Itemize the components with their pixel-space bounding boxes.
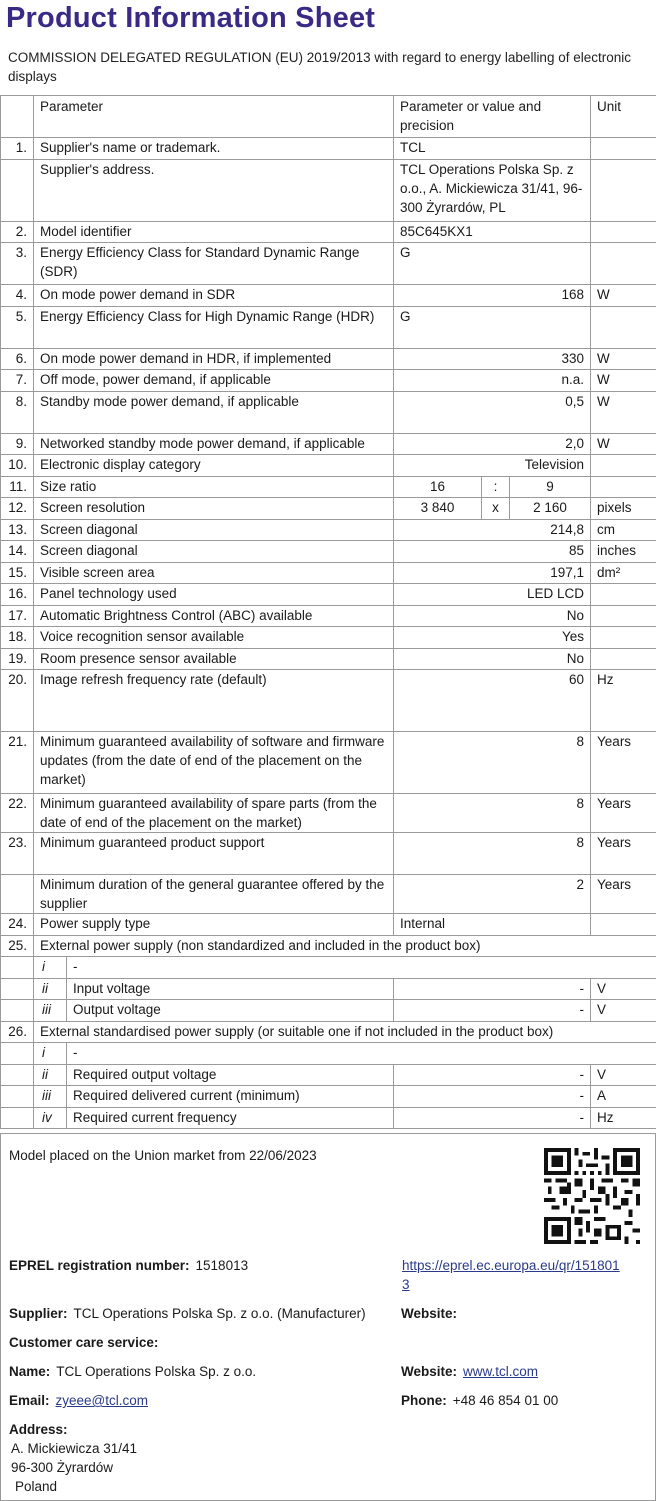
- parameter-text: Size ratio: [34, 476, 394, 498]
- parameter-text: Room presence sensor available: [34, 648, 394, 670]
- value-text: G: [394, 243, 591, 285]
- qr-code-icon: [544, 1148, 640, 1244]
- parameter-text: Screen diagonal: [34, 541, 394, 563]
- row-number: [1, 957, 34, 979]
- row-number: 18.: [1, 627, 34, 649]
- row-number: 3.: [1, 243, 34, 285]
- table-row: [1, 1000, 656, 1022]
- unit-text: W: [591, 348, 656, 370]
- roman-index: ii: [34, 978, 67, 1000]
- table-row: [1, 519, 656, 541]
- value-part-b: 2 160: [510, 498, 591, 520]
- unit-text: [591, 138, 656, 160]
- unit-text: dm²: [591, 562, 656, 584]
- page-subtitle: COMMISSION DELEGATED REGULATION (EU) 2019/2013 with regard to energy labelling of electronic displays: [8, 48, 648, 86]
- parameter-text: Energy Efficiency Class for Standard Dynamic Range (SDR): [34, 243, 394, 285]
- parameter-text: Input voltage: [67, 978, 394, 1000]
- parameter-text: Minimum duration of the general guarantee offered by the supplier: [34, 875, 394, 914]
- parameter-text: Off mode, power demand, if applicable: [34, 370, 394, 392]
- unit-text: W: [591, 391, 656, 433]
- name-value: TCL Operations Polska Sp. z o.o.: [56, 1364, 256, 1379]
- table-row: [1, 1107, 656, 1129]
- unit-text: V: [591, 1000, 656, 1022]
- parameter-text: Required current frequency: [67, 1107, 394, 1129]
- table-row: [1, 648, 656, 670]
- table-row: [1, 935, 656, 957]
- unit-text: Hz: [591, 670, 656, 732]
- row-number: 14.: [1, 541, 34, 563]
- unit-text: [591, 605, 656, 627]
- parameter-text: -: [67, 957, 656, 979]
- table-row: [1, 541, 656, 563]
- email-label: Email:: [9, 1393, 50, 1408]
- row-number: 20.: [1, 670, 34, 732]
- value-text: No: [394, 648, 591, 670]
- row-number: [1, 1086, 34, 1108]
- table-row: [1, 498, 656, 520]
- supplier-value: TCL Operations Polska Sp. z o.o. (Manufacturer): [74, 1306, 366, 1321]
- supplier-line: [9, 1304, 366, 1323]
- email-line: [9, 1391, 148, 1410]
- value-text: -: [394, 1107, 591, 1129]
- row-number: 8.: [1, 391, 34, 433]
- value-part-b: 9: [510, 476, 591, 498]
- table-row: [1, 1021, 656, 1043]
- table-row: [1, 159, 656, 221]
- unit-text: W: [591, 433, 656, 455]
- eprel-label: EPREL registration number:: [9, 1258, 190, 1273]
- table-row: [1, 978, 656, 1000]
- unit-text: Hz: [591, 1107, 656, 1129]
- parameter-text: Automatic Brightness Control (ABC) available: [34, 605, 394, 627]
- unit-text: Years: [591, 875, 656, 914]
- footer-panel: [0, 1133, 656, 1501]
- table-row: [1, 875, 656, 914]
- unit-text: [591, 584, 656, 606]
- unit-text: V: [591, 978, 656, 1000]
- parameter-text: -: [67, 1043, 656, 1065]
- table-row: [1, 833, 656, 875]
- parameter-text: Minimum guaranteed product support: [34, 833, 394, 875]
- row-number: 23.: [1, 833, 34, 875]
- table-row: [1, 433, 656, 455]
- table-row: [1, 243, 656, 285]
- roman-index: iii: [34, 1000, 67, 1022]
- parameter-text: Image refresh frequency rate (default): [34, 670, 394, 732]
- row-number: 21.: [1, 732, 34, 794]
- unit-text: [591, 627, 656, 649]
- parameter-text: Minimum guaranteed availability of software and firmware updates (from the date of end of the placement on the market): [34, 732, 394, 794]
- website-label: Website:: [401, 1304, 457, 1323]
- page-title: Product Information Sheet: [6, 2, 375, 35]
- row-number: 26.: [1, 1021, 34, 1043]
- phone-value: +48 46 854 01 00: [453, 1393, 558, 1408]
- parameter-text: Minimum guaranteed availability of spare parts (from the date of end of the placement on the market): [34, 794, 394, 833]
- table-row: [1, 562, 656, 584]
- market-date-text: Model placed on the Union market from 22/06/2023: [9, 1146, 317, 1165]
- table-row: [1, 476, 656, 498]
- row-number: [1, 159, 34, 221]
- unit-text: inches: [591, 541, 656, 563]
- value-text: 0,5: [394, 391, 591, 433]
- header-unit: Unit: [591, 96, 656, 138]
- parameter-text: Output voltage: [67, 1000, 394, 1022]
- section-text: External standardised power supply (or suitable one if not included in the product box): [34, 1021, 656, 1043]
- parameter-text: Electronic display category: [34, 455, 394, 477]
- value-part-a: 3 840: [394, 498, 482, 520]
- table-row: [1, 957, 656, 979]
- value-text: -: [394, 978, 591, 1000]
- row-number: 5.: [1, 306, 34, 348]
- row-number: 17.: [1, 605, 34, 627]
- table-row: [1, 370, 656, 392]
- spec-table: [0, 95, 656, 1129]
- parameter-text: Model identifier: [34, 221, 394, 243]
- unit-text: W: [591, 370, 656, 392]
- value-text: LED LCD: [394, 584, 591, 606]
- value-separator: x: [482, 498, 510, 520]
- name-label: Name:: [9, 1364, 50, 1379]
- value-text: TCL Operations Polska Sp. z o.o., A. Mickiewicza 31/41, 96-300 Żyrardów, PL: [394, 159, 591, 221]
- unit-text: [591, 306, 656, 348]
- value-text: -: [394, 1000, 591, 1022]
- unit-text: [591, 914, 656, 936]
- unit-text: Years: [591, 732, 656, 794]
- parameter-text: Power supply type: [34, 914, 394, 936]
- row-number: [1, 875, 34, 914]
- value-separator: :: [482, 476, 510, 498]
- parameter-text: Required delivered current (minimum): [67, 1086, 394, 1108]
- parameter-text: Standby mode power demand, if applicable: [34, 391, 394, 433]
- row-number: [1, 1000, 34, 1022]
- table-row: [1, 794, 656, 833]
- table-row: [1, 584, 656, 606]
- value-text: Yes: [394, 627, 591, 649]
- row-number: 24.: [1, 914, 34, 936]
- value-text: 197,1: [394, 562, 591, 584]
- parameter-text: Energy Efficiency Class for High Dynamic Range (HDR): [34, 306, 394, 348]
- header-number-cell: [1, 96, 34, 138]
- row-number: 9.: [1, 433, 34, 455]
- unit-text: Years: [591, 794, 656, 833]
- value-part-a: 16: [394, 476, 482, 498]
- unit-text: [591, 243, 656, 285]
- unit-text: A: [591, 1086, 656, 1108]
- table-header-row: [1, 96, 656, 138]
- parameter-text: On mode power demand in HDR, if implemented: [34, 348, 394, 370]
- eprel-link[interactable]: https://eprel.ec.europa.eu/qr/1518013: [402, 1256, 627, 1294]
- roman-index: iv: [34, 1107, 67, 1129]
- table-row: [1, 306, 656, 348]
- value-text: 8: [394, 794, 591, 833]
- row-number: [1, 978, 34, 1000]
- row-number: 11.: [1, 476, 34, 498]
- value-text: 2,0: [394, 433, 591, 455]
- website-link[interactable]: www.tcl.com: [463, 1364, 538, 1379]
- value-text: 8: [394, 833, 591, 875]
- row-number: 7.: [1, 370, 34, 392]
- website2-label: Website:: [401, 1364, 457, 1379]
- table-row: [1, 1043, 656, 1065]
- unit-text: pixels: [591, 498, 656, 520]
- unit-text: [591, 455, 656, 477]
- row-number: 15.: [1, 562, 34, 584]
- value-text: n.a.: [394, 370, 591, 392]
- unit-text: [591, 221, 656, 243]
- parameter-text: On mode power demand in SDR: [34, 285, 394, 307]
- table-row: [1, 1086, 656, 1108]
- address-line-2: 96-300 Żyrardów: [11, 1458, 113, 1477]
- unit-text: V: [591, 1064, 656, 1086]
- address-line-3: Poland: [15, 1477, 57, 1496]
- parameter-text: Panel technology used: [34, 584, 394, 606]
- phone-line: [401, 1391, 558, 1410]
- row-number: 12.: [1, 498, 34, 520]
- parameter-text: Visible screen area: [34, 562, 394, 584]
- table-row: [1, 732, 656, 794]
- parameter-text: Voice recognition sensor available: [34, 627, 394, 649]
- row-number: 16.: [1, 584, 34, 606]
- row-number: 6.: [1, 348, 34, 370]
- address-line-1: A. Mickiewicza 31/41: [11, 1439, 137, 1458]
- value-text: No: [394, 605, 591, 627]
- row-number: 10.: [1, 455, 34, 477]
- row-number: [1, 1107, 34, 1129]
- roman-index: iii: [34, 1086, 67, 1108]
- eprel-value: 1518013: [196, 1258, 249, 1273]
- section-text: External power supply (non standardized and included in the product box): [34, 935, 656, 957]
- value-text: Internal: [394, 914, 591, 936]
- phone-label: Phone:: [401, 1393, 447, 1408]
- unit-text: [591, 648, 656, 670]
- value-text: -: [394, 1064, 591, 1086]
- website-line: [401, 1362, 538, 1381]
- header-parameter: Parameter: [34, 96, 394, 138]
- unit-text: Years: [591, 833, 656, 875]
- parameter-text: Supplier's name or trademark.: [34, 138, 394, 160]
- row-number: [1, 1064, 34, 1086]
- unit-text: W: [591, 285, 656, 307]
- row-number: 13.: [1, 519, 34, 541]
- table-row: [1, 455, 656, 477]
- value-text: 85C645KX1: [394, 221, 591, 243]
- supplier-label: Supplier:: [9, 1306, 68, 1321]
- value-text: 85: [394, 541, 591, 563]
- parameter-text: Required output voltage: [67, 1064, 394, 1086]
- parameter-text: Screen resolution: [34, 498, 394, 520]
- value-text: 60: [394, 670, 591, 732]
- row-number: 22.: [1, 794, 34, 833]
- roman-index: i: [34, 1043, 67, 1065]
- parameter-text: Networked standby mode power demand, if applicable: [34, 433, 394, 455]
- value-text: G: [394, 306, 591, 348]
- value-text: TCL: [394, 138, 591, 160]
- value-text: 168: [394, 285, 591, 307]
- table-row: [1, 914, 656, 936]
- table-row: [1, 221, 656, 243]
- row-number: 4.: [1, 285, 34, 307]
- parameter-text: Supplier's address.: [34, 159, 394, 221]
- value-text: Television: [394, 455, 591, 477]
- email-link[interactable]: zyeee@tcl.com: [56, 1393, 148, 1408]
- row-number: [1, 1043, 34, 1065]
- value-text: 2: [394, 875, 591, 914]
- parameter-text: Screen diagonal: [34, 519, 394, 541]
- customer-care-heading: Customer care service:: [9, 1333, 158, 1352]
- table-row: [1, 285, 656, 307]
- row-number: 19.: [1, 648, 34, 670]
- value-text: 8: [394, 732, 591, 794]
- table-row: [1, 391, 656, 433]
- eprel-registration: [9, 1256, 248, 1275]
- table-row: [1, 670, 656, 732]
- table-row: [1, 138, 656, 160]
- table-row: [1, 348, 656, 370]
- unit-text: cm: [591, 519, 656, 541]
- value-text: 214,8: [394, 519, 591, 541]
- address-label: Address:: [9, 1420, 68, 1439]
- roman-index: i: [34, 957, 67, 979]
- roman-index: ii: [34, 1064, 67, 1086]
- unit-text: [591, 159, 656, 221]
- table-row: [1, 627, 656, 649]
- header-value: Parameter or value and precision: [394, 96, 591, 138]
- row-number: 25.: [1, 935, 34, 957]
- table-row: [1, 1064, 656, 1086]
- row-number: 2.: [1, 221, 34, 243]
- unit-text: [591, 476, 656, 498]
- row-number: 1.: [1, 138, 34, 160]
- table-row: [1, 605, 656, 627]
- value-text: -: [394, 1086, 591, 1108]
- name-line: [9, 1362, 256, 1381]
- value-text: 330: [394, 348, 591, 370]
